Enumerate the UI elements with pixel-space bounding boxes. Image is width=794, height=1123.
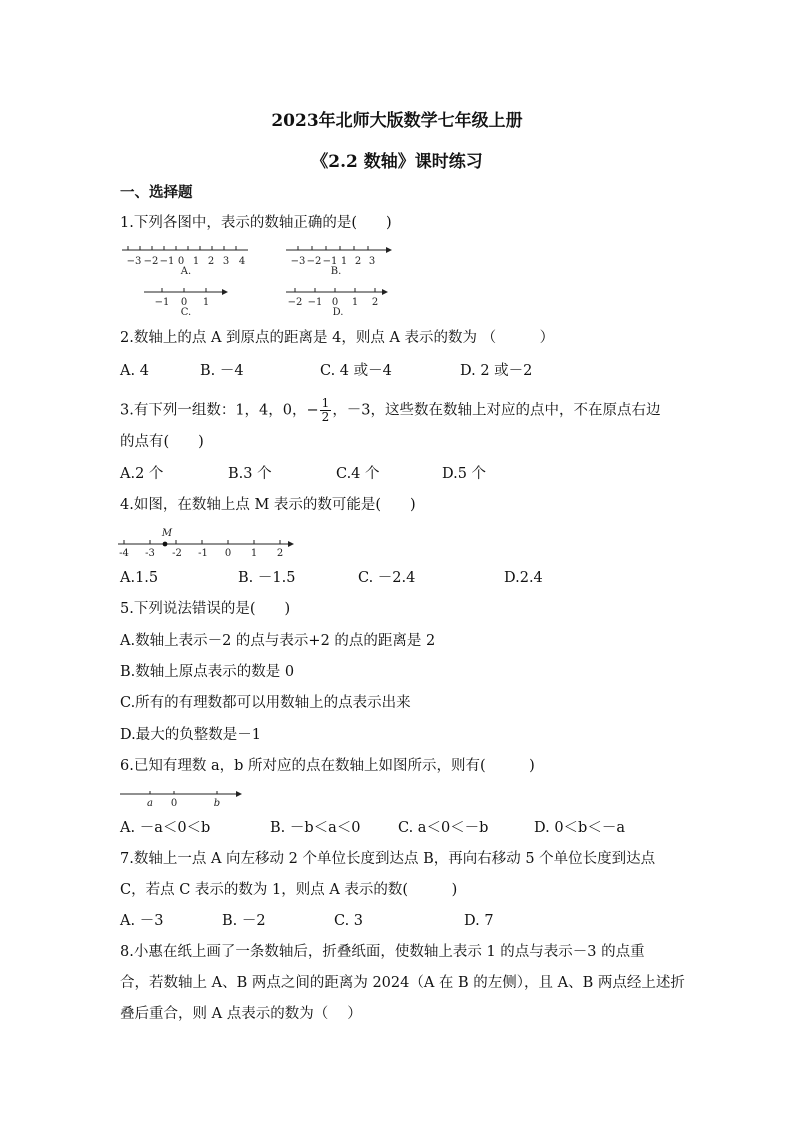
option-b: B. －4 [200,363,244,379]
question-3-stem-b: ，－3，这些数在数轴上对应的点中，不在原点右边 [332,402,661,419]
question-8-stem-line3: 叠后重合，则 A 点表示的数为（ ） [120,1006,362,1022]
numberline-a-tick: 2 [207,256,215,267]
option-d: D. 0＜b＜－a [534,820,625,836]
option-c: C.4 个 [336,466,380,482]
numberline-c-label: C. [180,307,192,318]
question-1-stem: 1.下列各图中，表示的数轴正确的是( ) [120,215,392,231]
fraction-half [320,397,332,424]
numberline-a-tick: −1 [159,256,175,267]
option-b: B. －2 [222,913,266,929]
numberline-c-tick: 1 [202,297,210,308]
numberline-b-tick: −3 [290,256,306,267]
numberline-d-tick: −1 [307,297,323,308]
numberline-tick: -3 [145,548,155,559]
question-2-stem: 2.数轴上的点 A 到原点的距离是 4，则点 A 表示的数为 （ ） [120,330,555,346]
numberline-tick: 0 [224,548,232,559]
numberline-a [122,246,248,250]
option-a: A. －3 [120,913,164,929]
option-d: D.2.4 [504,570,543,586]
numberline-c-tick: −1 [154,297,170,308]
numberline-d [286,288,388,295]
question-6-stem: 6.已知有理数 a，b 所对应的点在数轴上如图所示，则有( ) [120,758,535,774]
question-1-figure [118,242,398,318]
fraction-denominator: 2 [321,410,330,424]
numberline-b-tick: 2 [354,256,362,267]
question-7-stem-line2: C，若点 C 表示的数为 1，则点 A 表示的数( ) [120,882,458,898]
numberline-d-tick: −2 [287,297,303,308]
numberline-a-label: A. [180,266,192,277]
question-8-stem-line1: 8.小惠在纸上画了一条数轴后，折叠纸面，使数轴上表示 1 的点与表示－3 的点重 [120,944,645,960]
numberline-b-label: B. [330,266,342,277]
option-d: D. 7 [464,913,494,929]
option-a: A. －a＜0＜b [120,820,211,836]
numberline-tick: -4 [119,548,129,559]
question-8-stem-line2: 合，若数轴上 A、B 两点之间的距离为 2024（A 在 B 的左侧），且 A、B 两点经上述折 [120,975,685,991]
numberline-d-tick: 1 [351,297,359,308]
question-3-stem [120,397,661,424]
option-a: A.1.5 [120,570,159,586]
numberline-tick: -2 [172,548,182,559]
page-title: 2023年北师大版数学七年级上册 [271,111,523,131]
question-4-figure [116,524,301,560]
numberline-tick: -1 [198,548,208,559]
option-c: C. 3 [334,913,364,929]
question-7-stem-line1: 7.数轴上一点 A 向左移动 2 个单位长度到达点 B，再向右移动 5 个单位长度到达点 [120,851,656,867]
option-b: B. －b＜a＜0 [270,820,361,836]
option-c: C. a＜0＜－b [398,820,489,836]
negative-sign: − [306,402,319,419]
option-c: C. －2.4 [358,570,416,586]
option-c: C. 4 或－4 [320,363,392,379]
origin-label: 0 [170,798,178,809]
numberline-a-tick: 3 [222,256,230,267]
numberline-d-label: D. [332,307,344,318]
numberline-b-tick: −1 [322,256,338,267]
fraction-numerator: 1 [321,396,330,410]
numberline-c [144,288,228,295]
question-4-stem: 4.如图，在数轴上点 M 表示的数可能是( ) [120,497,416,513]
point-a-label: a [147,798,153,809]
point-m [163,542,168,547]
numberline-a-tick: 0 [177,256,185,267]
option-a: A. 4 [120,363,149,379]
question-3-stem-line2: 的点有( ) [120,434,204,450]
question-6-figure [118,786,248,810]
question-3-stem-a: 3.有下列一组数：1，4，0， [120,402,307,419]
point-m-label: M [161,528,173,539]
numberline-b-tick: 1 [340,256,348,267]
option-b: B. －1.5 [238,570,296,586]
numberline-tick: 1 [250,548,258,559]
numberline-a-tick: 4 [238,256,246,267]
option-d: D.5 个 [442,466,487,482]
section-heading: 一、选择题 [120,184,193,201]
option-b: B.数轴上原点表示的数是 0 [120,664,295,680]
option-b: B.3 个 [228,466,272,482]
option-a: A.2 个 [120,466,164,482]
numberline-a-tick: −2 [143,256,159,267]
numberline-d-tick: 2 [371,297,379,308]
page-subtitle: 《2.2 数轴》课时练习 [311,152,483,172]
numberline-tick: 2 [276,548,284,559]
numberline-b-tick: −2 [306,256,322,267]
numberline-b [286,246,392,253]
numberline-d-tick: 0 [331,297,339,308]
numberline-c-tick: 0 [180,297,188,308]
option-d: D.最大的负整数是－1 [120,727,261,743]
option-c: C.所有的有理数都可以用数轴上的点表示出来 [120,695,411,711]
question-5-stem: 5.下列说法错误的是( ) [120,601,291,617]
option-a: A.数轴上表示－2 的点与表示+2 的点的距离是 2 [120,633,436,649]
numberline-a-tick: −3 [126,256,142,267]
point-b-label: b [213,798,221,809]
numberline-a-tick: 1 [192,256,200,267]
numberline-b-tick: 3 [368,256,376,267]
option-d: D. 2 或－2 [460,363,533,379]
